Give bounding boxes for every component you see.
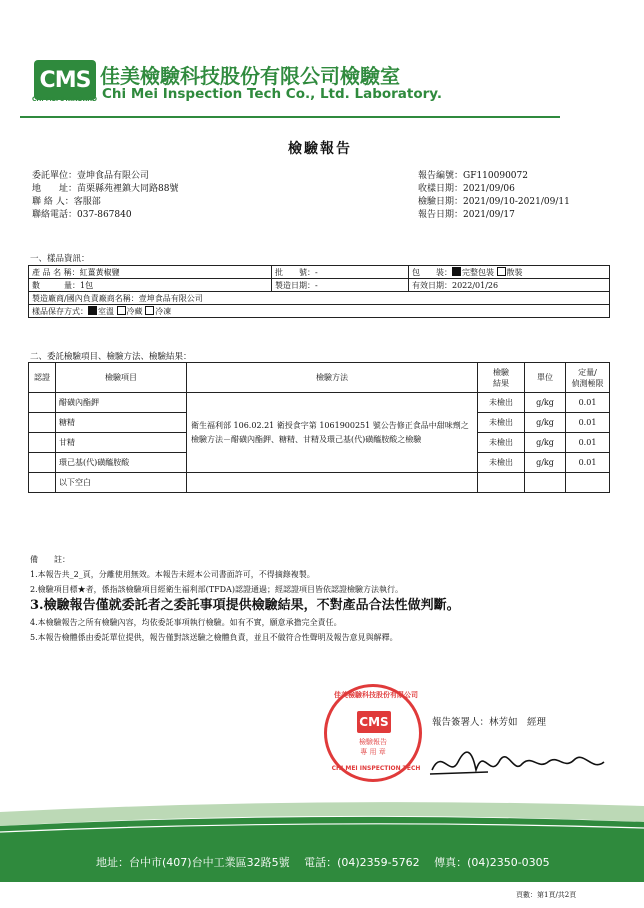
client-phone: 037-867840 <box>77 210 132 220</box>
footer-phone: 電話：(04)2359-5762 <box>304 856 420 869</box>
manufacture-date: - <box>315 280 318 290</box>
sample-section-title: 一、樣品資訊： <box>30 254 90 264</box>
header-divider <box>20 116 560 118</box>
test-method: 衛生福利部 106.02.21 衛授食字第 1061900251 號公告修正食品中甜味劑之檢驗方法－醋磺內酯鉀、糖精、甘精及環己基(代)磺醯胺酸之檢驗 <box>187 393 478 473</box>
quantity: 1包 <box>80 280 94 290</box>
tests-table: 認證 檢驗項目 檢驗方法 檢驗 結果 單位 定量/ 偵測極限 醋磺內酯鉀 衛生福利部 106.02.21 衛授食字第 1061900251 號公告修正食品中甜味劑之檢驗方法－醋磺內酯鉀、糖精、甘精及環己基(代)磺醯胺酸之檢驗 未檢出 g/kg 0.01 糖精 未檢出 g/kg 0.01 甘精 未檢出 g/kg 0.01 環己基(代)磺醯胺酸 未檢出 g/kg 0.01 以下空白 <box>28 362 610 493</box>
tests-section-title: 二、委託檢驗項目、檢驗方法、檢驗結果： <box>30 352 192 362</box>
expiry-date: 2022/01/26 <box>452 280 499 290</box>
company-logo: CMS <box>34 60 96 100</box>
test-date: 2021/09/10-2021/09/11 <box>463 197 570 207</box>
footer-fax: 傳真：(04)2350-0305 <box>434 856 550 869</box>
signer: 報告簽署人：林芳如 經理 <box>432 717 547 728</box>
table-row: 環己基(代)磺醯胺酸 未檢出 g/kg 0.01 <box>29 453 610 473</box>
stamp-logo: CMS <box>357 711 391 733</box>
checkbox-empty-icon <box>145 306 154 315</box>
manufacturer: 壹坤食品有限公司 <box>138 293 203 303</box>
table-row: 甘精 未檢出 g/kg 0.01 <box>29 433 610 453</box>
client-unit: 壹坤食品有限公司 <box>77 171 150 181</box>
footer-contact <box>96 854 550 870</box>
company-seal-stamp: 佳美檢驗科技股份有限公司 CMS 檢驗報告 專 用 章 CHI MEI INSPECTION TECH <box>324 684 422 782</box>
checkbox-empty-icon <box>497 267 506 276</box>
report-title: 檢驗報告 <box>288 141 352 157</box>
client-contact: 客服部 <box>73 197 101 207</box>
table-row <box>29 473 610 493</box>
handwritten-signature <box>428 740 618 784</box>
received-date: 2021/09/06 <box>463 184 515 194</box>
checkbox-empty-icon <box>117 306 126 315</box>
table-row: 糖精 未檢出 g/kg 0.01 <box>29 413 610 433</box>
report-date: 2021/09/17 <box>463 210 515 220</box>
notes: 備 註： 1.本報告共_2_頁，分離使用無效。本報告未經本公司書面許可，不得摘錄複製。 2.檢驗項目標★者，係指該檢驗項目經衛生福利部(TFDA)認證通過；經認證項目皆依認證檢驗方法執行。 3.檢驗報告僅就委託者之委託事項提供檢驗結果，不對產品合法性做判斷。 4.本檢驗報告之所有檢驗內容，均依委託事項執行檢驗。如有不實，願意承擔完全責任。 5.本報告檢體係由委託單位提供，報告僅對該送驗之檢體負責，並且不做符合性聲明及報告意見與解釋。 <box>30 555 460 642</box>
report-info: 報告編號：GF110090072 收樣日期：2021/09/06 檢驗日期：2021/09/10-2021/09/11 報告日期：2021/09/17 <box>418 171 570 220</box>
sample-table: 產 品 名 稱：紅薑黃椒鹽 批 號：- 包 裝： 完整包裝 散裝 數 量：1包 製造日期：- 有效日期：2022/01/26 製造廠商/國內負責廠商名稱：壹坤食品有限公司 樣品保存方式： 室溫 冷藏 冷凍 <box>28 265 610 318</box>
company-name-en: Chi Mei Inspection Tech Co., Ltd. Laboratory. <box>102 86 442 102</box>
client-info: 委託單位：壹坤食品有限公司 地 址：苗栗縣苑裡鎮大同路88號 聯 絡 人：客服部 聯絡電話：037-867840 <box>32 171 179 220</box>
client-address: 苗栗縣苑裡鎮大同路88號 <box>77 184 179 194</box>
table-row: 醋磺內酯鉀 衛生福利部 106.02.21 衛授食字第 1061900251 號公告修正食品中甜味劑之檢驗方法－醋磺內酯鉀、糖精、甘精及環己基(代)磺醯胺酸之檢驗 未檢出 g/kg 0.01 <box>29 393 610 413</box>
checkbox-checked-icon <box>88 306 97 315</box>
batch-number: - <box>315 267 318 277</box>
page-number: 頁數：第1頁/共2頁 <box>516 891 577 899</box>
company-name-zh: 佳美檢驗科技股份有限公司檢驗室 <box>100 64 400 88</box>
logo-subtitle: CHI MEI STANDARD <box>32 96 97 103</box>
checkbox-checked-icon <box>452 267 461 276</box>
footer-address: 地址：台中市(407)台中工業區32路5號 <box>96 856 290 869</box>
report-number: GF110090072 <box>463 171 528 181</box>
product-name: 紅薑黃椒鹽 <box>79 267 120 277</box>
blank-marker: 以下空白 <box>56 473 187 493</box>
